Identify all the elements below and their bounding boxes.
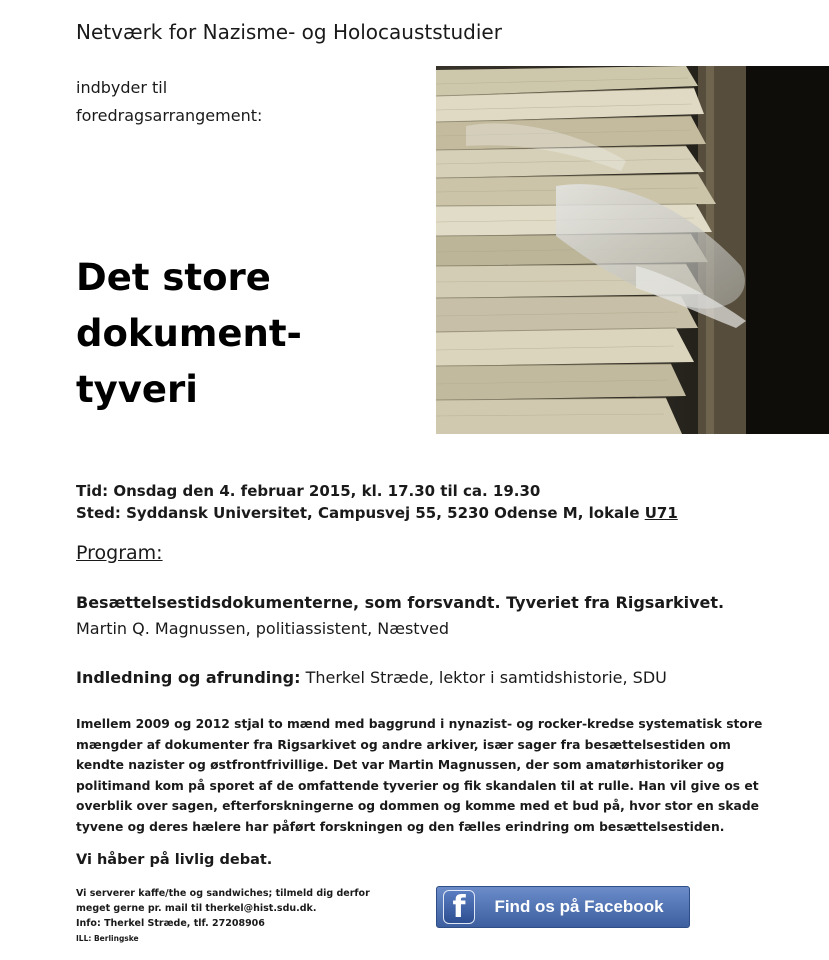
talk-title: Besættelsestidsdokumenterne, som forsvandt. Tyveriet fra Rigsarkivet. — [76, 593, 725, 612]
event-place-text: Sted: Syddansk Universitet, Campusvej 55, 5230 Odense M, lokale — [76, 504, 645, 522]
description-line: mængder af dokumenter fra Rigsarkivet og andre arkiver, især sager fra besættelsestiden om — [76, 737, 731, 752]
description-line: overblik over sagen, efterforskningerne og dommen og komme med et bud på, hvor stor en skade — [76, 799, 759, 813]
footer-line-3: Info: Therkel Stræde, tlf. 27208906 — [76, 918, 265, 929]
intro-label: Indledning og afrunding: — [76, 668, 301, 687]
description-line: Imellem 2009 og 2012 stjal to mænd med baggrund i nynazist- og rocker-kredse systematisk store — [76, 717, 763, 731]
talk-block — [76, 590, 724, 642]
footer-info — [76, 886, 370, 946]
facebook-button-label: Find os på Facebook — [494, 897, 664, 916]
description-line: tyvene og deres hælere har påført forskningen og den fælles erindring om besættelsestiden. — [76, 819, 725, 834]
footer-line-2: meget gerne pr. mail til therkel@hist.sdu.dk. — [76, 903, 317, 914]
title-line-3: tyveri — [76, 368, 198, 411]
description-line: kendte nazister og østfrontfrivillige. Det var Martin Magnussen, der som amatørhistoriker og — [76, 758, 725, 772]
invite-line-2: foredragsarrangement: — [76, 106, 263, 125]
invite-line-1: indbyder til — [76, 78, 168, 97]
invitation-text — [76, 74, 262, 130]
event-title — [76, 250, 302, 418]
footer-line-1: Vi serverer kaffe/the og sandwiches; tilmeld dig derfor — [76, 888, 370, 899]
event-description — [76, 714, 776, 837]
organization-name: Netværk for Nazisme- og Holocauststudier — [76, 20, 502, 44]
archive-documents-photo — [436, 66, 829, 434]
facebook-icon: f — [443, 890, 475, 924]
program-heading: Program: — [76, 542, 163, 564]
event-place — [76, 502, 678, 524]
event-details — [76, 480, 678, 524]
description-line: politimand kom på sporet af de omfattende tyverier og fik skandalen til at rulle. Han vil give os et — [76, 778, 759, 793]
event-room: U71 — [644, 504, 678, 522]
intro-line — [76, 668, 667, 687]
intro-speaker: Therkel Stræde, lektor i samtidshistorie, SDU — [300, 668, 667, 687]
event-time: Tid: Onsdag den 4. februar 2015, kl. 17.30 til ca. 19.30 — [76, 482, 541, 500]
footer-credit: ILL: Berlingske — [76, 934, 139, 943]
title-line-2: dokument- — [76, 312, 302, 355]
closing-line: Vi håber på livlig debat. — [76, 852, 273, 868]
talk-speaker: Martin Q. Magnussen, politiassistent, Næstved — [76, 619, 450, 638]
title-line-1: Det store — [76, 256, 271, 299]
facebook-button[interactable] — [436, 886, 690, 928]
archive-photo-illustration — [436, 66, 829, 434]
